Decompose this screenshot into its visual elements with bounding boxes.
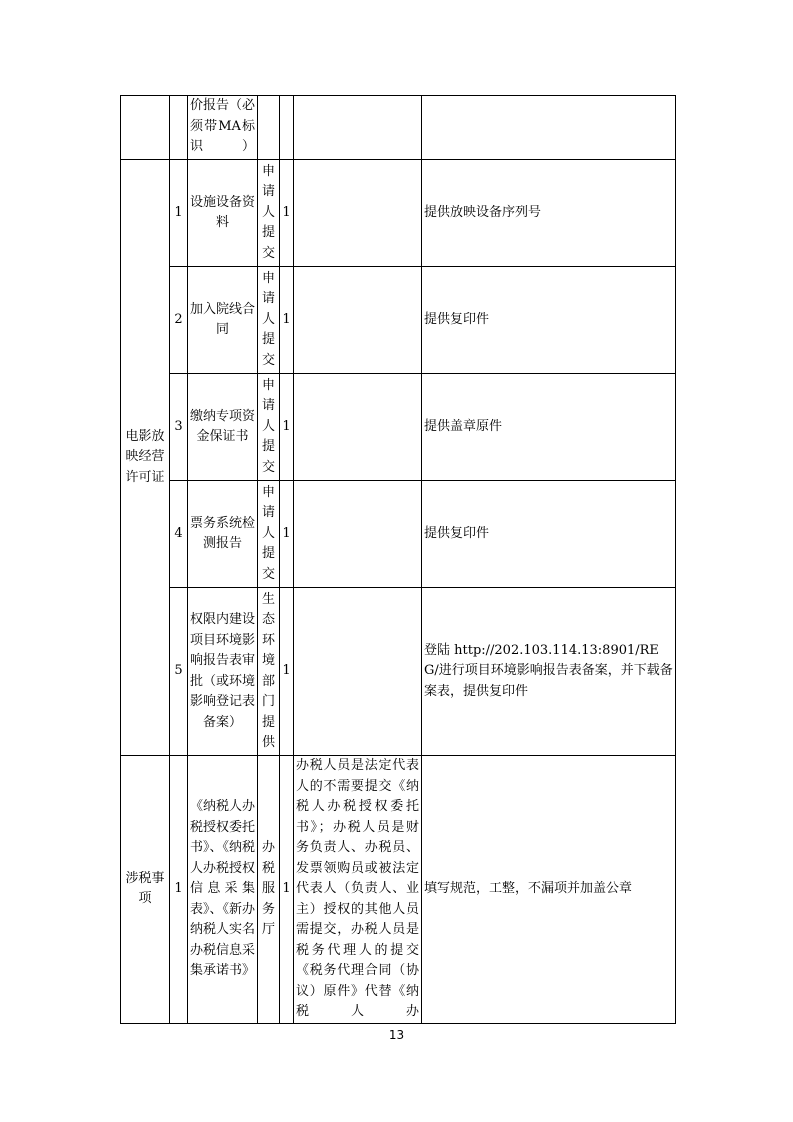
material-name-cell: 权限内建设项目环境影响报告表审批（或环境影响登记表备案） [188, 588, 258, 756]
table-row [121, 160, 676, 267]
seq-cell: 2 [170, 267, 188, 374]
requirement-cell: 提供复印件 [422, 481, 676, 588]
materials-table [120, 95, 676, 1024]
material-name-cell: 加入院线合同 [188, 267, 258, 374]
material-name-cell: 《纳税人办税授权委托书》、《纳税人办税授权信息采集表》、《新办纳税人实名办税信息采集承诺书》 [188, 756, 258, 1024]
copies-cell [280, 96, 294, 160]
requirement-cell: 提供复印件 [422, 267, 676, 374]
requirement-cell: 填写规范，工整，不漏项并加盖公章 [422, 756, 676, 1024]
copies-cell: 1 [280, 160, 294, 267]
seq-cell: 5 [170, 588, 188, 756]
table-row [121, 96, 676, 160]
source-cell: 生态环境部门提供 [258, 588, 280, 756]
note-cell [294, 374, 422, 481]
seq-cell: 3 [170, 374, 188, 481]
copies-cell: 1 [280, 756, 294, 1024]
requirement-cell [422, 96, 676, 160]
note-cell [294, 160, 422, 267]
note-cell [294, 96, 422, 160]
source-cell: 办税服务厅 [258, 756, 280, 1024]
source-cell: 申请人提交 [258, 374, 280, 481]
material-name-cell: 设施设备资料 [188, 160, 258, 267]
note-cell [294, 267, 422, 374]
source-cell: 申请人提交 [258, 160, 280, 267]
category-cell: 涉税事项 [121, 756, 170, 1024]
note-cell: 办税人员是法定代表人的不需要提交《纳税人办税授权委托书》；办税人员是财务负责人、办税员、发票领购员或被法定代表人（负责人、业主）授权的其他人员需提交，办税人员是税务代理人的提交《税务代理合同（协议）原件》代替《纳税人办 [294, 756, 422, 1024]
seq-cell [170, 96, 188, 160]
requirement-cell: 提供放映设备序列号 [422, 160, 676, 267]
note-cell [294, 481, 422, 588]
table-row [121, 481, 676, 588]
page-number: 13 [388, 1028, 405, 1042]
table-row [121, 588, 676, 756]
table-row [121, 756, 676, 1024]
seq-cell: 1 [170, 756, 188, 1024]
category-cell [121, 96, 170, 160]
source-cell [258, 96, 280, 160]
requirement-cell: 登陆 http://202.103.114.13:8901/REG/进行项目环境影响报告表备案，并下载备案表，提供复印件 [422, 588, 676, 756]
table-row [121, 267, 676, 374]
seq-cell: 4 [170, 481, 188, 588]
material-name-cell: 缴纳专项资金保证书 [188, 374, 258, 481]
seq-cell: 1 [170, 160, 188, 267]
note-cell [294, 588, 422, 756]
material-name-cell: 票务系统检测报告 [188, 481, 258, 588]
copies-cell: 1 [280, 481, 294, 588]
copies-cell: 1 [280, 588, 294, 756]
table-row [121, 374, 676, 481]
source-cell: 申请人提交 [258, 267, 280, 374]
copies-cell: 1 [280, 267, 294, 374]
requirement-cell: 提供盖章原件 [422, 374, 676, 481]
copies-cell: 1 [280, 374, 294, 481]
category-cell: 电影放映经营许可证 [121, 160, 170, 756]
material-name-cell: 价报告（必须带MA标识） [188, 96, 258, 160]
source-cell: 申请人提交 [258, 481, 280, 588]
